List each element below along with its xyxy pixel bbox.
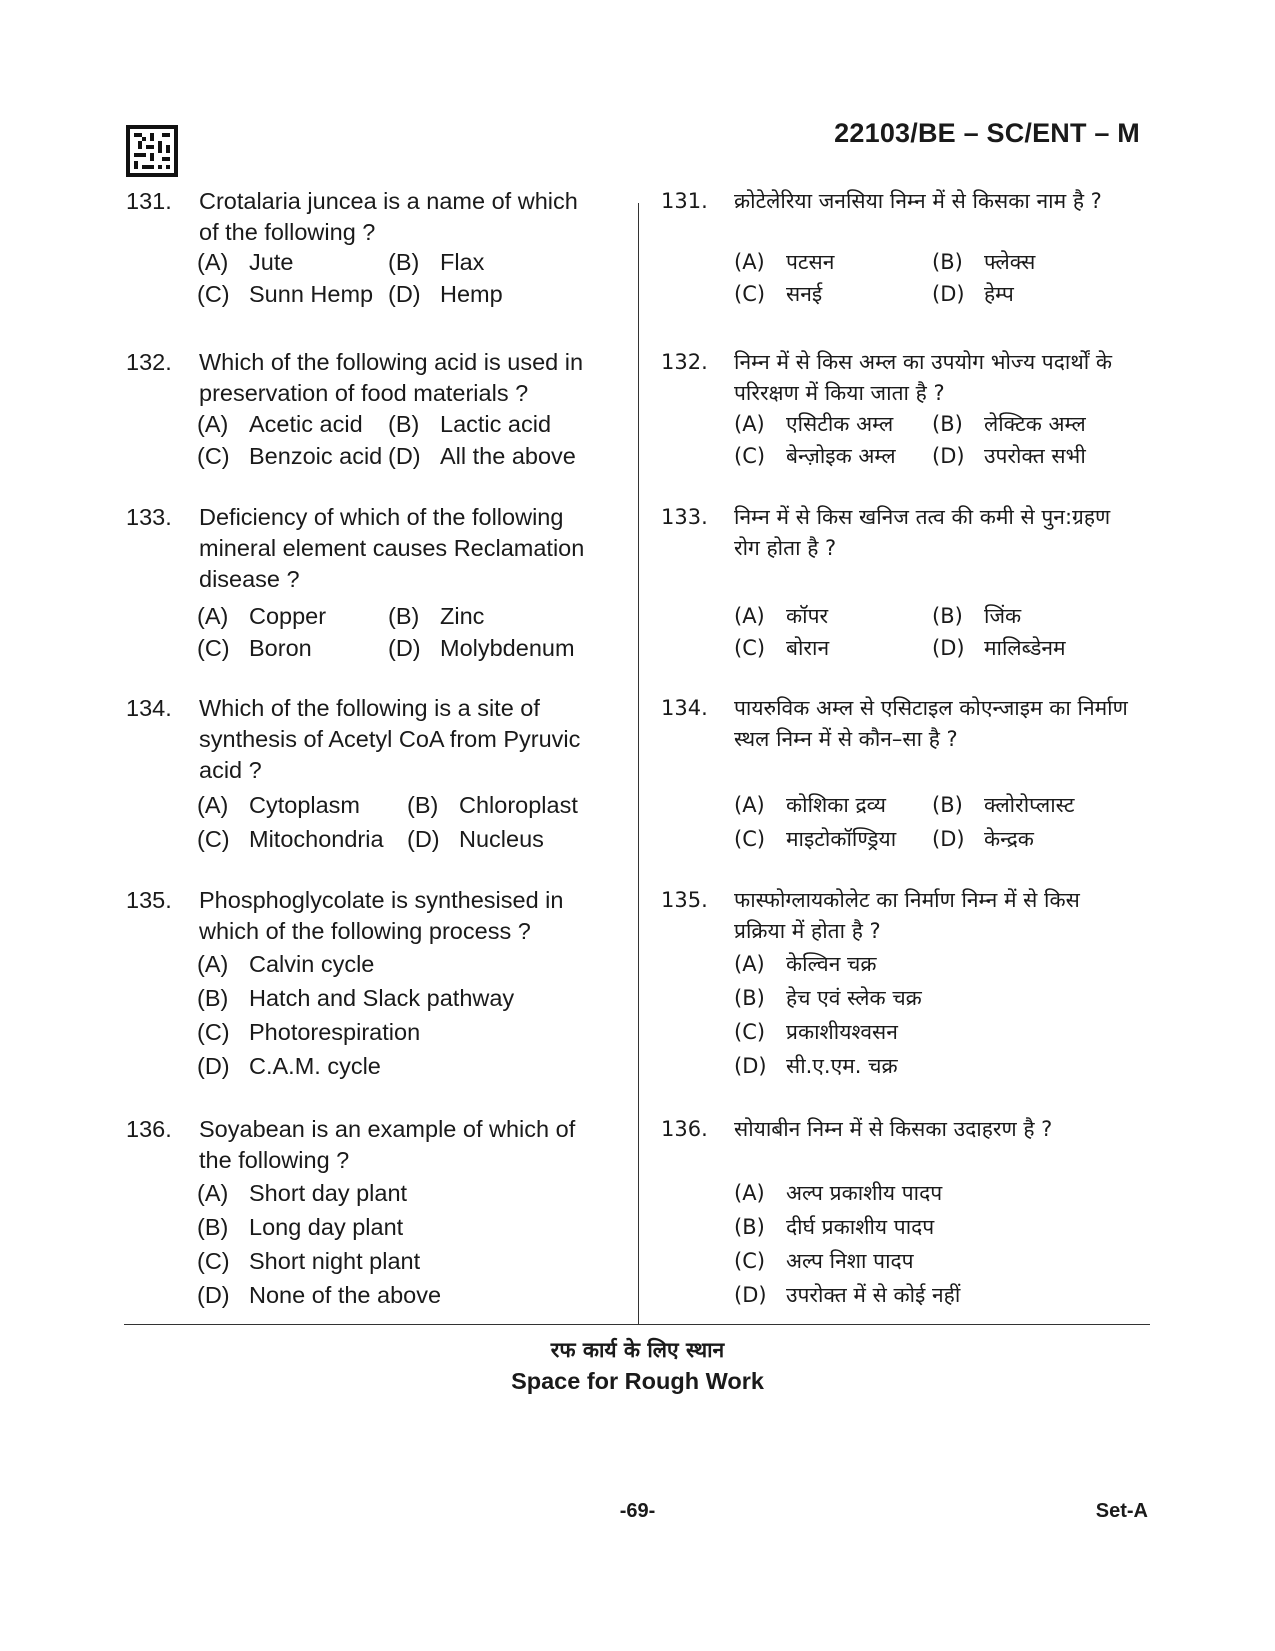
- question-number: 135.: [661, 888, 708, 912]
- question-line: Phosphoglycolate is synthesised in: [199, 887, 564, 913]
- option-b: (B) जिंक: [932, 604, 1022, 628]
- question-line: निम्न में से किस खनिज तत्व की कमी से पुन:ग्रहण: [734, 505, 1111, 529]
- question-line: Which of the following is a site of: [199, 695, 540, 721]
- question-line: पायरुविक अम्ल से एसिटाइल कोएन्जाइम का निर्माण: [734, 696, 1128, 720]
- option-d: (D) सी.ए.एम. चक्र: [734, 1054, 898, 1078]
- option-a: (A) Copper: [197, 603, 327, 629]
- option-c: (C) बोरान: [734, 636, 830, 660]
- option-c: (C) प्रकाशीयश्वसन: [734, 1020, 898, 1044]
- option-c: (C) Benzoic acid: [197, 443, 383, 469]
- question-line: which of the following process ?: [199, 918, 531, 944]
- option-c: (C) Boron: [197, 635, 312, 661]
- option-d: (D) Hemp: [388, 281, 503, 307]
- option-b: (B) फ्लेक्स: [932, 250, 1036, 274]
- option-b: (B) Hatch and Slack pathway: [197, 985, 515, 1011]
- question-text: [734, 186, 1151, 217]
- question-line: of the following ?: [199, 219, 376, 245]
- question-number: 133.: [126, 504, 172, 530]
- question-line: प्रक्रिया में होता है ?: [734, 919, 881, 943]
- question-135-hi: [661, 885, 1151, 947]
- option-a: (A) Cytoplasm: [197, 792, 361, 818]
- question-text: [199, 1114, 612, 1176]
- question-line: synthesis of Acetyl CoA from Pyruvic: [199, 726, 581, 752]
- option-b: (B) Flax: [388, 249, 485, 275]
- question-line: सोयाबीन निम्न में से किसका उदाहरण है ?: [734, 1117, 1053, 1141]
- question-text: [734, 693, 1151, 755]
- question-text: [199, 186, 612, 248]
- question-133-en: [126, 502, 612, 595]
- option-c: (C) बेन्ज़ोइक अम्ल: [734, 444, 896, 468]
- question-number: 131.: [661, 189, 708, 213]
- question-line: Deficiency of which of the following: [199, 504, 564, 530]
- question-135-en: [126, 885, 612, 947]
- option-a: (A) पटसन: [734, 250, 835, 274]
- set-label: Set-A: [1095, 1500, 1148, 1522]
- question-132-hi: [661, 347, 1151, 409]
- option-a: (A) कॉपर: [734, 604, 829, 628]
- question-text: [199, 885, 612, 947]
- option-a: (A) एसिटीक अम्ल: [734, 412, 894, 436]
- option-d: (D) मालिब्डेनम: [932, 636, 1066, 660]
- question-number: 132.: [661, 350, 708, 374]
- option-d: (D) C.A.M. cycle: [197, 1053, 381, 1079]
- option-a: (A) Jute: [197, 249, 294, 275]
- option-c: (C) सनई: [734, 282, 823, 306]
- question-line: स्थल निम्न में से कौन–सा है ?: [734, 727, 958, 751]
- question-line: Soyabean is an example of which of: [199, 1116, 576, 1142]
- question-line: परिरक्षण में किया जाता है ?: [734, 381, 945, 405]
- question-text: [199, 502, 612, 595]
- option-b: (B) क्लोरोप्लास्ट: [932, 793, 1075, 817]
- option-b: (B) दीर्घ प्रकाशीय पादप: [734, 1215, 935, 1239]
- option-b: (B) हेच एवं स्लेक चक्र: [734, 986, 922, 1010]
- question-134-hi: [661, 693, 1151, 755]
- question-text: [734, 885, 1151, 947]
- rough-work-heading-hindi: रफ कार्य के लिए स्थान: [550, 1338, 725, 1362]
- option-d: (D) उपरोक्त सभी: [932, 444, 1086, 468]
- question-136-en: [126, 1114, 612, 1176]
- question-line: preservation of food materials ?: [199, 380, 529, 406]
- question-text: [199, 347, 612, 409]
- question-line: the following ?: [199, 1147, 350, 1173]
- question-number: 136.: [661, 1117, 708, 1141]
- question-number: 131.: [126, 188, 172, 214]
- option-c: (C) अल्प निशा पादप: [734, 1249, 914, 1273]
- option-a: (A) Calvin cycle: [197, 951, 375, 977]
- question-text: [734, 502, 1151, 564]
- option-b: (B) Chloroplast: [407, 792, 578, 818]
- question-132-en: [126, 347, 612, 409]
- question-line: mineral element causes Reclamation: [199, 535, 585, 561]
- question-line: फास्फोग्लायकोलेट का निर्माण निम्न में से किस: [734, 888, 1080, 912]
- question-line: रोग होता है ?: [734, 536, 837, 560]
- question-136-hi: [661, 1114, 1151, 1145]
- question-text: [734, 347, 1151, 409]
- option-d: (D) All the above: [388, 443, 576, 469]
- option-d: (D) हेम्प: [932, 282, 1014, 306]
- question-text: [734, 1114, 1151, 1145]
- question-131-hi: [661, 186, 1151, 217]
- option-a: (A) कोशिका द्रव्य: [734, 793, 887, 817]
- option-d: (D) Nucleus: [407, 826, 544, 852]
- option-a: (A) Acetic acid: [197, 411, 363, 437]
- option-c: (C) Mitochondria: [197, 826, 384, 852]
- option-b: (B) Lactic acid: [388, 411, 552, 437]
- option-a: (A) Short day plant: [197, 1180, 408, 1206]
- question-line: Which of the following acid is used in: [199, 349, 584, 375]
- question-number: 134.: [661, 696, 708, 720]
- option-a: (A) अल्प प्रकाशीय पादप: [734, 1181, 943, 1205]
- page-number: -69-: [619, 1500, 656, 1522]
- question-line: disease ?: [199, 566, 300, 592]
- question-133-hi: [661, 502, 1151, 564]
- question-number: 132.: [126, 349, 172, 375]
- option-a: (A) केल्विन चक्र: [734, 952, 877, 976]
- question-line: निम्न में से किस अम्ल का उपयोग भोज्य पदार्थों के: [734, 350, 1112, 374]
- option-d: (D) केन्द्रक: [932, 827, 1034, 851]
- question-134-en: [126, 693, 612, 786]
- question-line: क्रोटेलेरिया जनसिया निम्न में से किसका नाम है ?: [734, 189, 1102, 213]
- option-b: (B) लेक्टिक अम्ल: [932, 412, 1086, 436]
- option-b: (B) Long day plant: [197, 1214, 404, 1240]
- rough-work-heading-english: Space for Rough Work: [511, 1368, 764, 1394]
- question-number: 133.: [661, 505, 708, 529]
- question-number: 135.: [126, 887, 172, 913]
- option-c: (C) Photorespiration: [197, 1019, 421, 1045]
- option-b: (B) Zinc: [388, 603, 485, 629]
- column-divider: [638, 203, 639, 1325]
- question-131-en: [126, 186, 612, 248]
- option-c: (C) Short night plant: [197, 1248, 421, 1274]
- question-line: acid ?: [199, 757, 262, 783]
- question-number: 134.: [126, 695, 172, 721]
- paper-code: 22103/BE – SC/ENT – M: [834, 118, 1140, 148]
- option-d: (D) उपरोक्त में से कोई नहीं: [734, 1283, 961, 1307]
- rough-work-divider: [124, 1324, 1150, 1325]
- option-c: (C) Sunn Hemp: [197, 281, 374, 307]
- question-line: Crotalaria juncea is a name of which: [199, 188, 578, 214]
- question-number: 136.: [126, 1116, 172, 1142]
- question-text: [199, 693, 612, 786]
- qr-code: [126, 125, 178, 177]
- option-d: (D) None of the above: [197, 1282, 442, 1308]
- option-c: (C) माइटोकॉण्ड्रिया: [734, 827, 897, 851]
- option-d: (D) Molybdenum: [388, 635, 575, 661]
